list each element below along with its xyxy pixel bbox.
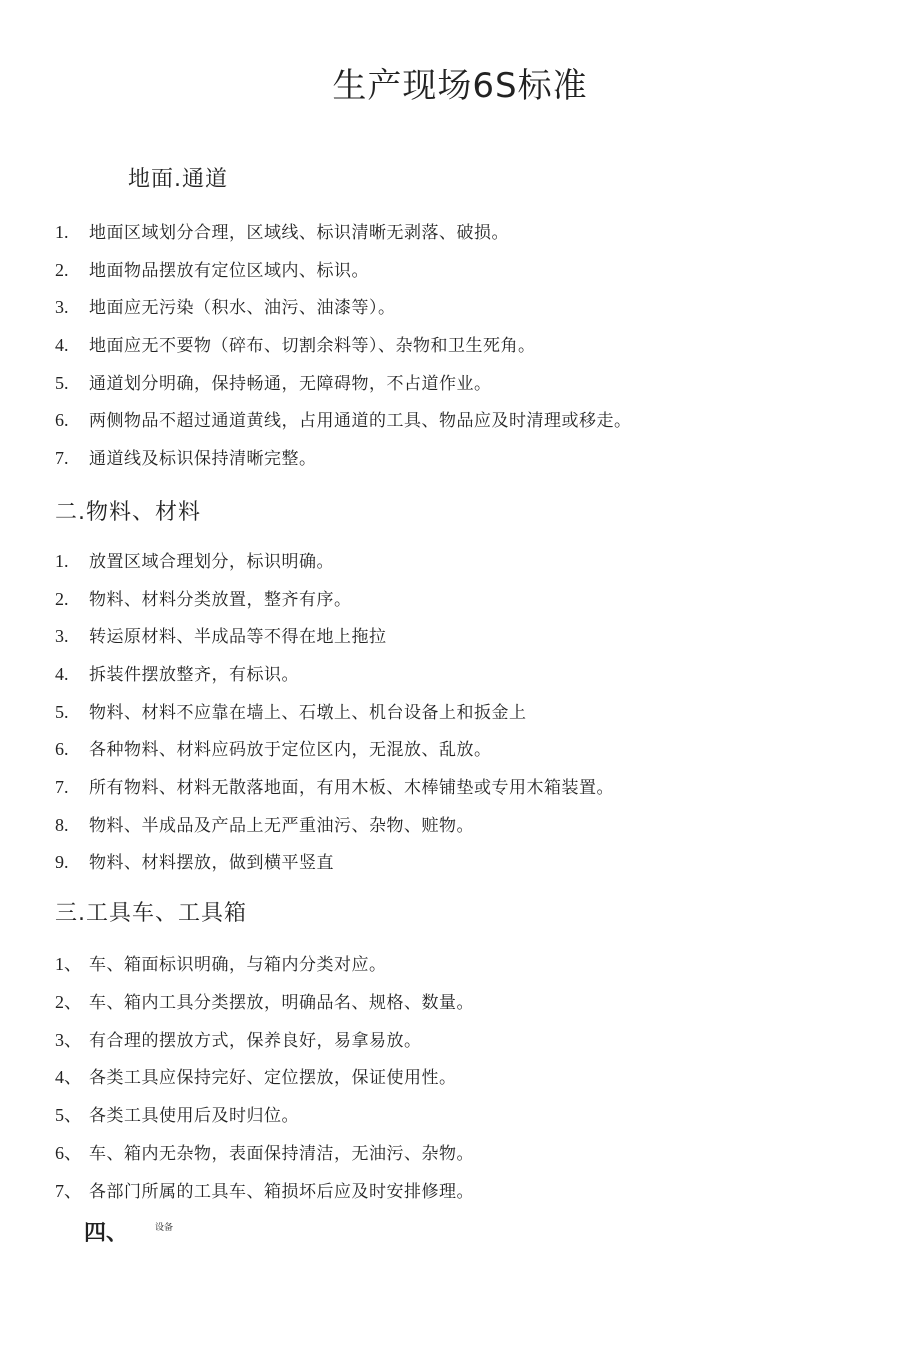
item-text: 有合理的摆放方式，保养良好，易拿易放。 (89, 1031, 422, 1051)
item-number: 3. (55, 297, 69, 317)
item-text: 通道划分明确，保持畅通，无障碍物，不占道作业。 (89, 374, 492, 394)
list-item (55, 1180, 474, 1203)
section-number-equipment: 四、 (84, 1220, 129, 1246)
item-text: 两侧物品不超过通道黄线，占用通道的工具、物品应及时清理或移走。 (89, 411, 632, 431)
section-heading-equipment: 设备 (155, 1223, 174, 1233)
list-item (55, 588, 352, 611)
item-number: 3、 (55, 1030, 82, 1050)
item-number: 3. (55, 626, 69, 646)
list-item (55, 259, 369, 282)
list-item (55, 1029, 422, 1052)
section-heading-ground: 地面.通道 (128, 167, 228, 192)
list-item (55, 447, 317, 470)
item-number: 9. (55, 852, 69, 872)
item-number: 5、 (55, 1105, 82, 1125)
item-text: 物料、材料不应靠在墙上、石墩上、机台设备上和扳金上 (89, 703, 527, 723)
item-text: 各类工具使用后及时归位。 (89, 1106, 299, 1126)
list-item (55, 625, 387, 648)
item-number: 6. (55, 410, 69, 430)
item-number: 6. (55, 739, 69, 759)
item-text: 放置区域合理划分，标识明确。 (89, 552, 334, 572)
item-number: 4、 (55, 1067, 82, 1087)
list-item (55, 1104, 299, 1127)
item-number: 4. (55, 664, 69, 684)
list-item (55, 991, 474, 1014)
item-number: 7. (55, 777, 69, 797)
item-text: 拆装件摆放整齐，有标识。 (89, 665, 299, 685)
list-item (55, 953, 387, 976)
item-number: 1. (55, 222, 69, 242)
item-number: 8. (55, 815, 69, 835)
item-number: 1、 (55, 954, 82, 974)
item-text: 通道线及标识保持清晰完整。 (89, 449, 317, 469)
item-text: 地面物品摆放有定位区域内、标识。 (89, 261, 369, 281)
list-item (55, 776, 614, 799)
item-text: 车、箱面标识明确，与箱内分类对应。 (89, 955, 387, 975)
item-text: 各类工具应保持完好、定位摆放，保证使用性。 (89, 1068, 457, 1088)
list-item (55, 701, 527, 724)
item-text: 车、箱内工具分类摆放，明确品名、规格、数量。 (89, 993, 474, 1013)
list-item (55, 814, 474, 837)
item-text: 地面应无污染（积水、油污、油漆等）。 (89, 298, 396, 318)
item-text: 各种物料、材料应码放于定位区内，无混放、乱放。 (89, 740, 492, 760)
item-text: 车、箱内无杂物，表面保持清洁，无油污、杂物。 (89, 1144, 474, 1164)
section-heading-tools: 三.工具车、工具箱 (55, 901, 247, 926)
list-item (55, 738, 492, 761)
section-heading-materials: 二.物料、材料 (55, 500, 201, 525)
item-number: 2. (55, 260, 69, 280)
list-item (55, 1142, 474, 1165)
list-item (55, 851, 334, 874)
list-item (55, 372, 492, 395)
item-number: 6、 (55, 1143, 82, 1163)
item-text: 物料、半成品及产品上无严重油污、杂物、赃物。 (89, 816, 474, 836)
item-number: 7、 (55, 1181, 82, 1201)
list-item (55, 296, 396, 319)
item-text: 地面应无不要物（碎布、切割余料等）、杂物和卫生死角。 (89, 336, 536, 356)
list-item (55, 663, 299, 686)
item-text: 各部门所属的工具车、箱损坏后应及时安排修理。 (89, 1182, 474, 1202)
list-item (55, 334, 536, 357)
list-item (55, 550, 334, 573)
list-item (55, 221, 509, 244)
item-number: 5. (55, 702, 69, 722)
item-text: 转运原材料、半成品等不得在地上拖拉 (89, 627, 387, 647)
list-item (55, 409, 632, 432)
item-number: 5. (55, 373, 69, 393)
item-number: 2. (55, 589, 69, 609)
item-text: 所有物料、材料无散落地面，有用木板、木棒铺垫或专用木箱装置。 (89, 778, 614, 798)
list-item (55, 1066, 457, 1089)
item-number: 7. (55, 448, 69, 468)
item-text: 地面区域划分合理，区域线、标识清晰无剥落、破损。 (89, 223, 509, 243)
item-text: 物料、材料摆放，做到横平竖直 (89, 853, 334, 873)
item-text: 物料、材料分类放置，整齐有序。 (89, 590, 352, 610)
item-number: 2、 (55, 992, 82, 1012)
item-number: 4. (55, 335, 69, 355)
page-title: 生产现场6S标准 (332, 66, 588, 106)
item-number: 1. (55, 551, 69, 571)
